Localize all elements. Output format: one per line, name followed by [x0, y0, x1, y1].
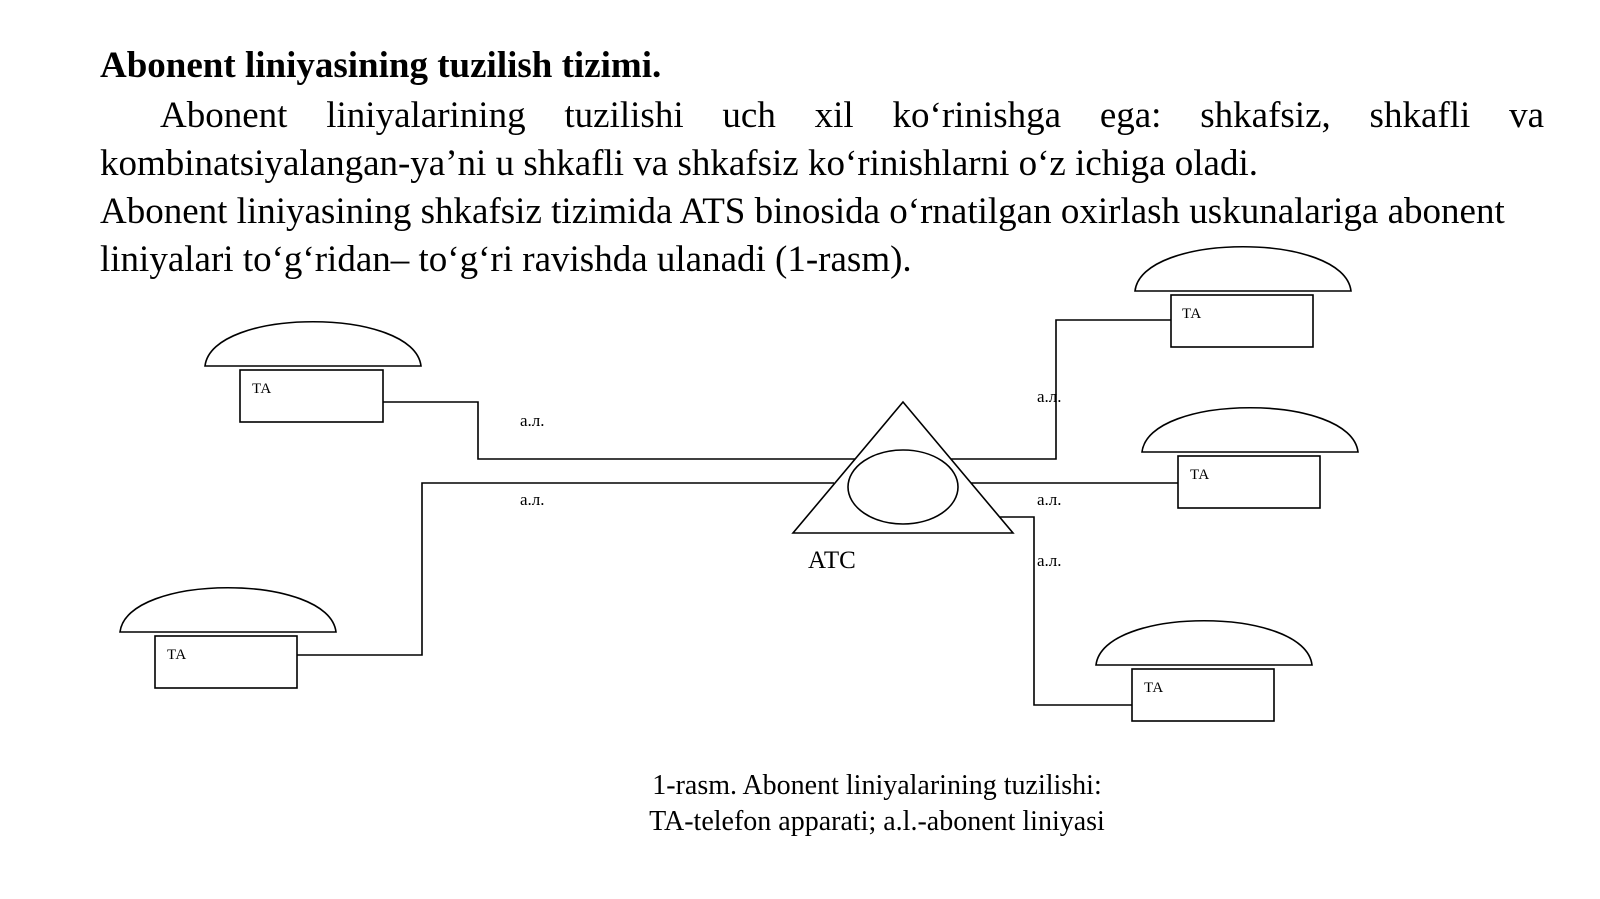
phone-label: ТА [1144, 680, 1164, 696]
line-bottom-right [1000, 517, 1132, 705]
line-bottom-left [297, 483, 834, 655]
description-paragraph: Abonent liniyasining shkafsiz tizimida ATS binosida o‘rnatilgan oxirlash uskunalariga abonent liniyalari to‘g‘ridan– to‘g‘ri ravishda ulanadi (1-rasm). [100, 191, 1505, 280]
phone-handset-dome [1135, 247, 1351, 291]
phone-label: ТА [1190, 467, 1210, 483]
exchange-label: АТС [808, 547, 856, 574]
caption-line-2: TA-telefon apparati; a.l.-abonent liniyasi [649, 806, 1105, 837]
phone-top-left [205, 322, 421, 422]
phone-top-right [1135, 247, 1351, 347]
phone-bottom-right [1096, 621, 1312, 721]
line-label: а.л. [520, 411, 545, 430]
line-label: а.л. [1037, 387, 1062, 406]
page-title: Abonent liniyasining tuzilish tizimi. [100, 45, 662, 86]
phone-handset-dome [1096, 621, 1312, 665]
line-label: а.л. [1037, 490, 1062, 509]
phone-handset-dome [120, 588, 336, 632]
phone-label: ТА [252, 381, 272, 397]
phone-handset-dome [205, 322, 421, 366]
exchange-triangle [793, 402, 1013, 533]
phone-label: ТА [1182, 306, 1202, 322]
phone-label: ТА [167, 647, 187, 663]
line-label: а.л. [1037, 551, 1062, 570]
line-label: а.л. [520, 490, 545, 509]
figure-caption [0, 768, 1600, 840]
phone-handset-dome [1142, 408, 1358, 452]
phone-middle-right [1142, 408, 1358, 508]
intro-paragraph: Abonent liniyalarining tuzilishi uch xil ko‘rinishga ega: shkafsiz, shkafli va kombinatsiyalangan-ya’ni u shkafli va shkafsiz ko‘rinishlarni o‘z ichiga oladi. [100, 95, 1544, 184]
phone-bottom-left [120, 588, 336, 688]
caption-line-1: 1-rasm. Abonent liniyalarining tuzilishi: [652, 770, 1102, 801]
